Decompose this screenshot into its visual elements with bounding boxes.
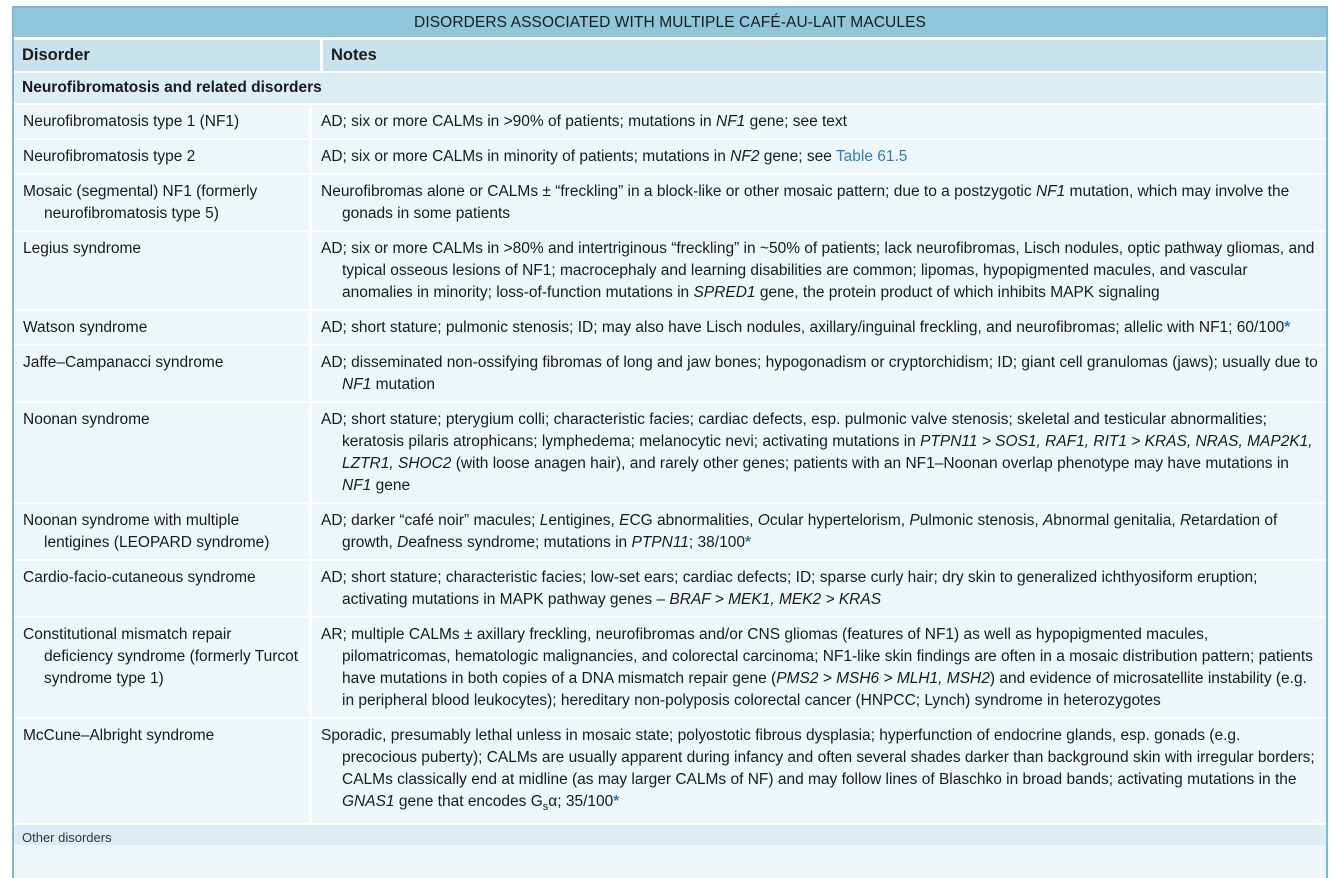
notes-fragment: ; 38/100 xyxy=(688,534,745,551)
gene-name: NF1 xyxy=(1035,183,1066,200)
notes-fragment: AD; six or more CALMs in >80% and intertriginous “freckling” in ~50% of patients; lack neurofibromas, Lisch nodules, optic pathway gliomas, and typical osseous lesions of NF1; macrocephaly and learning disabilities are common; lipomas, hypopigmented macules, and vascular anomalies in minority; loss-of-function mutations in xyxy=(321,240,1315,301)
notes-fragment: mutation, which may involve the gonads in some patients xyxy=(342,183,1290,222)
disorder-name: Legius syndrome xyxy=(23,240,142,257)
gene-name: GNAS1 xyxy=(342,793,395,810)
notes-cell xyxy=(312,561,1326,616)
notes-fragment: mutation xyxy=(371,376,436,393)
table-row xyxy=(14,311,1326,346)
notes-fragment: bnormal genitalia, xyxy=(1053,512,1180,529)
table-row xyxy=(14,403,1326,504)
calm-disorders-table xyxy=(12,6,1328,878)
disorder-name: Noonan syndrome with multiple lentigines (LEOPARD syndrome) xyxy=(23,512,270,551)
gene-name: NF1 xyxy=(342,477,372,494)
notes-text xyxy=(321,510,1318,554)
notes-fragment: gene that encodes G xyxy=(394,793,543,810)
disorder-cell xyxy=(14,140,312,173)
table-row xyxy=(14,719,1326,825)
table-row xyxy=(14,105,1326,140)
footnote-asterisk-link[interactable]: * xyxy=(1284,319,1291,336)
table-title: DISORDERS ASSOCIATED WITH MULTIPLE CAFÉ-AU-LAIT MACULES xyxy=(14,8,1326,40)
next-section-heading-cut: Other disorders xyxy=(14,825,1326,845)
table-header xyxy=(14,40,1326,73)
gene-name: D xyxy=(397,534,409,551)
notes-fragment: gene, the protein product of which inhibits MAPK signaling xyxy=(755,284,1160,301)
gene-name: PTPN11 xyxy=(631,534,689,551)
disorder-cell xyxy=(14,311,312,344)
notes-text xyxy=(321,111,1318,133)
table-body xyxy=(14,105,1326,825)
disorder-name: Constitutional mismatch repair deficiency syndrome (formerly Turcot syndrome type 1) xyxy=(23,626,299,687)
disorder-name: Watson syndrome xyxy=(23,319,148,336)
notes-fragment: AR; multiple CALMs ± axillary freckling, neurofibromas and/or CNS gliomas (features of NF1) as well as hypopigmented macules, pilomatricomas, hematologic malignancies, and colorectal carcinoma; NF1-like skin findings are often in a mosaic distribution pattern; patients have mutations in both copies of a DNA mismatch repair gene ( xyxy=(321,626,1313,687)
notes-fragment: gene; see text xyxy=(745,113,847,130)
disorder-name: Noonan syndrome xyxy=(23,411,150,428)
table-row xyxy=(14,232,1326,311)
disorder-cell xyxy=(14,403,312,502)
notes-fragment: (with loose anagen hair), and rarely other genes; patients with an NF1–Noonan overlap phenotype may have mutations in xyxy=(451,455,1289,472)
notes-fragment: AD; darker “café noir” macules; xyxy=(321,512,540,529)
disorder-name: Neurofibromatosis type 2 xyxy=(23,148,196,165)
gene-name: BRAF > MEK1, MEK2 > KRAS xyxy=(669,591,882,608)
notes-cell xyxy=(312,719,1326,823)
notes-fragment: Neurofibromas alone or CALMs ± “freckling” in a block-like or other mosaic pattern; due to a postzygotic xyxy=(321,183,1036,200)
notes-fragment: gene; see xyxy=(759,148,836,165)
notes-fragment: AD; disseminated non-ossifying fibromas of long and jaw bones; hypogonadism or cryptorchidism; ID; giant cell granulomas (jaws); usually due to xyxy=(321,354,1318,371)
column-header-disorder: Disorder xyxy=(14,40,323,71)
notes-fragment: CG abnormalities, xyxy=(629,512,758,529)
notes-fragment: eafness syndrome; mutations in xyxy=(408,534,632,551)
gene-name: PMS2 > MSH6 > MLH1, MSH2 xyxy=(776,670,990,687)
notes-fragment: AD; six or more CALMs in >90% of patients; mutations in xyxy=(321,113,716,130)
notes-cell xyxy=(312,618,1326,717)
notes-text xyxy=(321,624,1318,712)
disorder-cell xyxy=(14,618,312,717)
table-row xyxy=(14,175,1326,232)
notes-fragment: AD; short stature; pterygium colli; characteristic facies; cardiac defects, esp. pulmonic valve stenosis; skeletal and testicular abnormalities; keratosis pilaris atrophicans; lymphedema; melanocytic nevi; activating mutations in xyxy=(321,411,1267,450)
footnote-asterisk-link[interactable]: * xyxy=(613,793,620,810)
notes-cell xyxy=(312,140,1326,173)
table-row xyxy=(14,561,1326,618)
table-row xyxy=(14,504,1326,561)
disorder-cell xyxy=(14,175,312,230)
notes-text xyxy=(321,181,1318,225)
notes-cell xyxy=(312,311,1326,344)
disorder-cell xyxy=(14,561,312,616)
notes-cell xyxy=(312,105,1326,138)
notes-fragment: AD; short stature; characteristic facies; low-set ears; cardiac defects; ID; sparse curly hair; dry skin to generalized ichthyosiform eruption; activating mutations in MAPK pathway genes – xyxy=(321,569,1258,608)
gene-name: L xyxy=(539,512,549,529)
gene-name: SPRED1 xyxy=(693,284,756,301)
disorder-name: Cardio-facio-cutaneous syndrome xyxy=(23,569,256,586)
disorder-cell xyxy=(14,105,312,138)
table-row xyxy=(14,346,1326,403)
gene-name: NF1 xyxy=(716,113,746,130)
gene-name: R xyxy=(1179,512,1192,529)
notes-text xyxy=(321,238,1318,304)
notes-fragment: ) and evidence of microsatellite instability (e.g. in peripheral blood leukocytes); hereditary non-polyposis colorectal cancer (HNPCC; Lynch) syndrome in heterozygotes xyxy=(342,670,1307,709)
disorder-cell xyxy=(14,232,312,309)
table-row xyxy=(14,618,1326,719)
footnote-asterisk-link[interactable]: * xyxy=(744,534,751,551)
notes-text xyxy=(321,409,1318,497)
disorder-cell xyxy=(14,504,312,559)
disorder-name: Neurofibromatosis type 1 (NF1) xyxy=(23,113,240,130)
notes-text xyxy=(321,317,1318,339)
column-header-notes: Notes xyxy=(331,46,377,64)
notes-fragment: cular hypertelorism, xyxy=(769,512,910,529)
gene-name: P xyxy=(909,512,920,529)
notes-fragment: ulmonic stenosis, xyxy=(919,512,1043,529)
gene-name: NF2 xyxy=(730,148,760,165)
disorder-cell xyxy=(14,719,312,823)
notes-fragment: AD; short stature; pulmonic stenosis; ID; may also have Lisch nodules, axillary/inguinal freckling, and neurofibromas; allelic with NF1; 60/100 xyxy=(321,319,1285,336)
notes-fragment: gene xyxy=(371,477,411,494)
notes-text xyxy=(321,725,1318,818)
disorder-name: McCune–Albright syndrome xyxy=(23,727,215,744)
notes-fragment: α; 35/100 xyxy=(548,793,614,810)
gene-name: PTPN11 > SOS1, RAF1, RIT1 > KRAS, NRAS, MAP2K1, LZTR1, SHOC2 xyxy=(342,433,1313,472)
disorder-name: Jaffe–Campanacci syndrome xyxy=(23,354,224,371)
notes-cell xyxy=(312,346,1326,401)
notes-fragment: etardation of growth, xyxy=(342,512,1278,551)
table-row xyxy=(14,140,1326,175)
notes-cell xyxy=(312,504,1326,559)
notes-fragment: AD; six or more CALMs in minority of patients; mutations in xyxy=(321,148,731,165)
subscript: s xyxy=(542,801,549,814)
gene-name: NF1 xyxy=(342,376,372,393)
notes-fragment: Sporadic, presumably lethal unless in mosaic state; polyostotic fibrous dysplasia; hyperfunction of endocrine glands, esp. gonads (e.g. precocious puberty); CALMs are usually apparent during infancy and often several shades darker than background skin with irregular borders; CALMs classically end at midline (as may larger CALMs of NF) and may follow lines of Blaschko in broad bands; activating mutations in the xyxy=(321,727,1315,788)
gene-name: A xyxy=(1042,512,1054,529)
notes-text xyxy=(321,352,1318,396)
notes-text xyxy=(321,567,1318,611)
notes-cell xyxy=(312,232,1326,309)
gene-name: E xyxy=(619,512,630,529)
notes-cell xyxy=(312,175,1326,230)
notes-text xyxy=(321,146,1318,168)
notes-cell xyxy=(312,403,1326,502)
gene-name: O xyxy=(757,512,770,529)
notes-fragment: entigines, xyxy=(548,512,620,529)
disorder-cell xyxy=(14,346,312,401)
table-reference-link[interactable]: Table 61.5 xyxy=(835,148,908,165)
disorder-name: Mosaic (segmental) NF1 (formerly neurofibromatosis type 5) xyxy=(23,183,258,222)
section-heading: Neurofibromatosis and related disorders xyxy=(14,73,1326,105)
